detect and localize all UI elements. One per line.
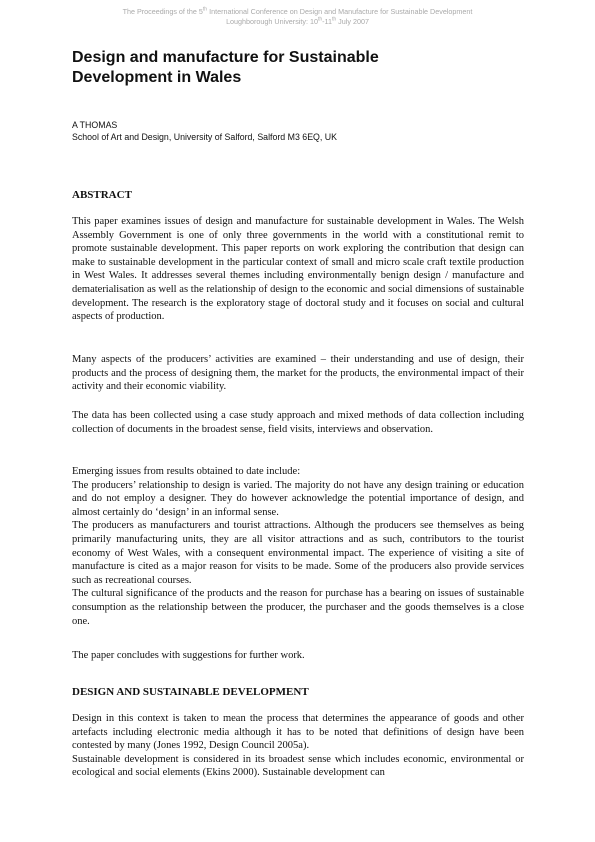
author-affiliation: School of Art and Design, University of Salford, Salford M3 6EQ, UK — [72, 132, 338, 142]
author-name: A THOMAS — [72, 120, 118, 130]
running-header-line-1: The Proceedings of the 5th International Conference on Design and Manufacture for Sustainable Development — [122, 6, 473, 16]
abstract-heading: ABSTRACT — [72, 189, 132, 201]
paper-title-line-2: Development in Wales — [72, 69, 242, 86]
emerging-issue-culture: The cultural significance of the products and the reason for purchase has a bearing on issues of sustainable consumption as the relationship between the producer, the purchaser and the goods themselves is a close one. — [72, 588, 524, 627]
abstract-paragraph-1: This paper examines issues of design and manufacture for sustainable development in Wales. The Welsh Assembly Government is one of only three governments in the world with a constitutional remit to promote sustainable development. This paper reports on work exploring the contribution that design can make to sustainable development in the particular context of small and micro scale craft textile production in West Wales. It addresses several themes including environmentally benign design / manufacture and dematerialisation as well as the relationship of design to the economic and social dimensions of sustainable development. The research is the exploratory stage of doctoral study and it focuses on social and cultural aspects of production. — [72, 216, 524, 323]
author-block — [72, 119, 522, 143]
section1-paragraph-2: Sustainable development is considered in its broadest sense which includes economic, environmental or ecological and social elements (Ekins 2000). Sustainable development can — [72, 753, 524, 779]
paper-title-line-1: Design and manufacture for Sustainable — [72, 49, 379, 66]
paper-title — [72, 48, 522, 88]
section1-body — [72, 712, 524, 780]
running-header — [0, 7, 595, 27]
emerging-issues-intro: Emerging issues from results obtained to date include: — [72, 466, 301, 477]
running-header-line-2: Loughborough University: 10th-11th July 2007 — [226, 16, 369, 26]
abstract-paragraph-2: Many aspects of the producers’ activities are examined – their understanding and use of design, their products and the process of designing them, the market for the products, the environmental impact of their activity and their economic viability. — [72, 354, 524, 393]
emerging-issue-design: The producers’ relationship to design is varied. The majority do not have any design training or education and do not employ a designer. They do however acknowledge the potential importance of design, and almost certainly do ‘design’ in an informal sense. — [72, 479, 524, 518]
abstract-paragraph-3: The data has been collected using a case study approach and mixed methods of data collection including collection of documents in the broadest sense, field visits, interviews and observation. — [72, 410, 524, 435]
section-heading-design-sustainable-development: DESIGN AND SUSTAINABLE DEVELOPMENT — [72, 686, 309, 698]
emerging-issue-tourism: The producers as manufacturers and tourist attractions. Although the producers see themselves as being primarily manufacturing units, they are all visitor attractions and as such, contributors to the tourist economy of West Wales, with a consequent environmental impact. The experience of visiting a site of manufacture is cited as a major reason for visits to be made. Some of the producers also provide services such as recreational courses. — [72, 520, 524, 586]
section1-paragraph-1: Design in this context is taken to mean the process that determines the appearance of goods and other artefacts including electronic media although it has to be noted that definitions of design have been contested by many (Jones 1992, Design Council 2005a). — [72, 713, 524, 752]
abstract-emerging-issues — [72, 465, 524, 628]
abstract-paragraph-conclusion: The paper concludes with suggestions for further work. — [72, 650, 305, 661]
